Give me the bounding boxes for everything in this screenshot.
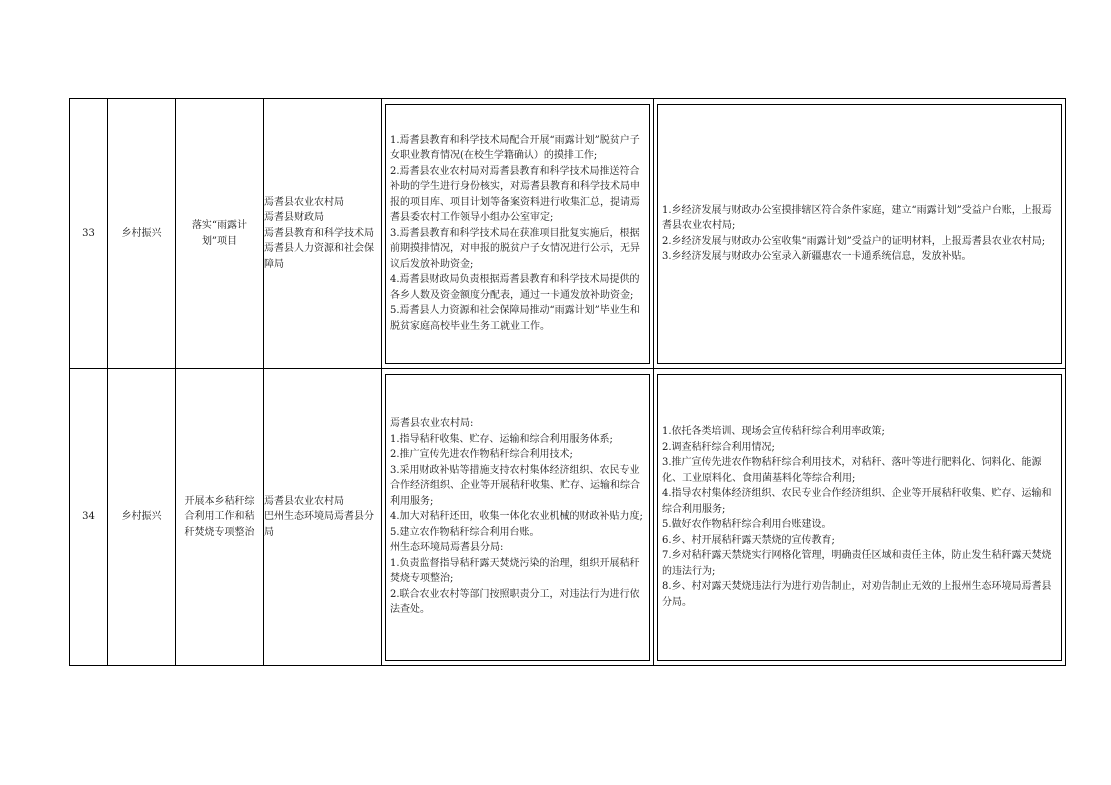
table-row <box>70 99 1066 369</box>
duty-line: 1.焉耆县教育和科学技术局配合开展“雨露计划”脱贫户子女职业教育情况(在校生学籍确认）的摸排工作; <box>390 134 640 162</box>
county-duties-cell <box>382 99 654 369</box>
township-duties-box <box>657 374 1062 661</box>
duty-line: 2.推广宣传先进农作物秸秆综合利用技术; <box>390 449 573 461</box>
table-row <box>70 369 1066 666</box>
duty-line: 4.指导农村集体经济组织、农民专业合作经济组织、企业等开展秸秆收集、贮存、运输和综合利用服务; <box>662 488 1052 515</box>
department-line: 巴州生态环境局焉耆县分局 <box>264 511 374 538</box>
duty-line: 4.焉耆县财政局负责根据焉耆县教育和科学技术局提供的各乡人数及资金额度分配表，通过一卡通发放补助资金; <box>390 274 640 301</box>
duty-line: 7.乡对秸秆露天禁烧实行网格化管理，明确责任区域和责任主体，防止发生秸秆露天焚烧的违法行为; <box>662 550 1052 577</box>
duty-line: 5.焉耆县人力资源和社会保障局推动“雨露计划”毕业生和脱贫家庭高校毕业生务工就业工作。 <box>390 305 640 332</box>
duty-line: 2.焉耆县农业农村局对焉耆县教育和科学技术局推送符合补助的学生进行身份核实，对焉耆县教育和科学技术局申报的项目库、项目计划等备案资料进行收集汇总，提请焉耆县委农村工作领导小组办公室审定; <box>390 165 640 224</box>
county-duties-box <box>385 374 650 661</box>
duty-line: 2.乡经济发展与财政办公室收集“雨露计划”受益户的证明材料，上报焉耆县农业农村局; <box>662 235 1046 247</box>
duty-line: 3.采用财政补贴等措施支持农村集体经济组织、农民专业合作经济组织、企业等开展秸秆收集、贮存、运输和综合利用服务; <box>390 464 640 507</box>
duty-line: 8.乡、村对露天焚烧违法行为进行劝告制止，对劝告制止无效的上报州生态环境局焉耆县分局。 <box>662 581 1052 608</box>
county-duties-cell <box>382 369 654 666</box>
duty-line: 2.调查秸秆综合利用情况; <box>662 441 775 453</box>
duty-line: 焉耆县农业农村局: <box>390 418 474 430</box>
department-line: 焉耆县财政局 <box>264 212 324 224</box>
department-line: 焉耆县人力资源和社会保障局 <box>264 243 374 270</box>
category-cell: 乡村振兴 <box>108 369 176 666</box>
county-duties-box <box>385 104 650 364</box>
item-cell: 开展本乡秸秆综合利用工作和秸秆焚烧专项整治 <box>176 369 264 666</box>
duty-line: 3.乡经济发展与财政办公室录入新疆惠农一卡通系统信息，发放补贴。 <box>662 251 972 262</box>
departments-cell <box>264 369 382 666</box>
duty-line: 1.乡经济发展与财政办公室摸排辖区符合条件家庭，建立“雨露计划”受益户台账，上报焉耆县农业农村局; <box>662 204 1052 231</box>
duty-line: 6.乡、村开展秸秆露天禁烧的宣传教育; <box>662 534 835 546</box>
duty-line: 3.焉耆县教育和科学技术局在获准项目批复实施后，根据前期摸排情况，对申报的脱贫户子女情况进行公示，无异议后发放补助资金; <box>390 227 640 270</box>
responsibility-table <box>69 98 1066 666</box>
duty-line: 2.联合农业农村等部门按照职责分工，对违法行为进行依法查处。 <box>390 588 640 616</box>
township-duties-box <box>657 104 1062 364</box>
department-line: 焉耆县教育和科学技术局 <box>264 227 374 239</box>
duty-line: 5.建立农作物秸秆综合利用台账。 <box>390 526 540 538</box>
row-number: 33 <box>70 99 108 369</box>
duty-line: 5.做好农作物秸秆综合利用台账建设。 <box>662 519 832 530</box>
duty-line: 1.负责监督指导秸秆露天焚烧污染的治理，组织开展秸秆焚烧专项整治; <box>390 557 640 585</box>
duty-line: 1.指导秸秆收集、贮存、运输和综合利用服务体系; <box>390 433 613 445</box>
department-line: 焉耆县农业农村局 <box>264 495 344 507</box>
departments-cell <box>264 99 382 369</box>
duty-line: 1.依托各类培训、现场会宣传秸秆综合利用率政策; <box>662 426 885 437</box>
item-cell: 落实“雨露计划”项目 <box>176 99 264 369</box>
township-duties-cell <box>654 369 1066 666</box>
duty-line: 州生态环境局焉耆县分局: <box>390 542 504 554</box>
category-cell: 乡村振兴 <box>108 99 176 369</box>
row-number: 34 <box>70 369 108 666</box>
duty-line: 3.推广宣传先进农作物秸秆综合利用技术，对秸秆、落叶等进行肥料化、饲料化、能源化、工业原料化、食用菌基料化等综合利用; <box>662 457 1042 484</box>
department-line: 焉耆县农业农村局 <box>264 196 344 208</box>
duty-line: 4.加大对秸秆还田，收集一体化农业机械的财政补贴力度; <box>390 511 643 523</box>
township-duties-cell <box>654 99 1066 369</box>
